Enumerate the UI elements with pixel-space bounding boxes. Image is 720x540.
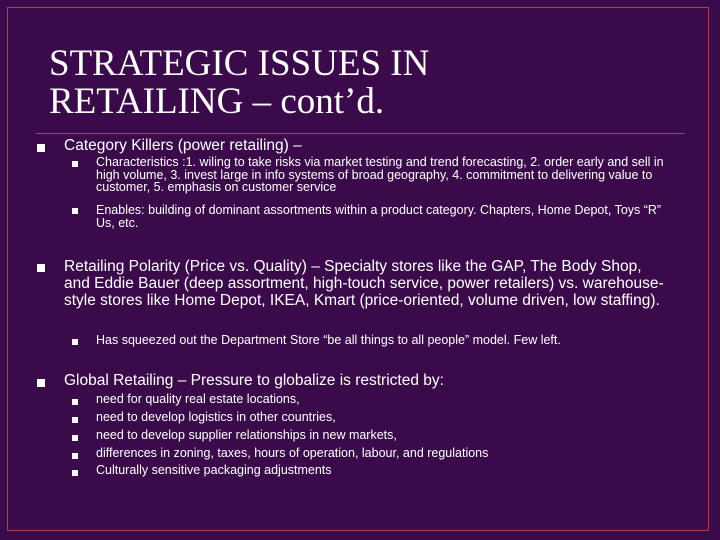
section-retailing-polarity: Retailing Polarity (Price vs. Quality) – Specialty stores like the GAP, The Body Shop, and Eddie Bauer (deep assortment, high-touch service, power retailers) vs. warehouse-style stores like Home Depot, IKEA, Kmart (price-oriented, volume driven, low staffing). [64,258,664,309]
section-global-retailing: Global Retailing – Pressure to globalize is restricted by: [64,372,444,389]
list-item: need for quality real estate locations, [96,392,300,406]
list-item: Characteristics :1. wiling to take risks via market testing and trend forecasting, 2. order early and sell in high volume, 3. invest large in info systems of broad geography, 4. commitment to delivering value to customer, 5. emphasis on customer service [96,155,664,195]
slide-title-line-2: RETAILING – cont’d. [49,81,385,122]
bullet-square-icon [37,379,45,387]
bullet-square-icon [72,208,78,214]
list-item: need to develop supplier relationships in new markets, [96,428,397,442]
list-item: need to develop logistics in other countries, [96,410,336,424]
list-item: Enables: building of dominant assortments within a product category. Chapters, Home Depot, Toys “R” Us, etc. [96,203,662,230]
bullet-square-icon [72,435,78,441]
bullet-square-icon [72,161,78,167]
bullet-square-icon [72,339,78,345]
slide-title-line-1: STRATEGIC ISSUES IN [49,43,430,84]
section-category-killers: Category Killers (power retailing) – [64,137,302,154]
list-item: differences in zoning, taxes, hours of operation, labour, and regulations [96,446,489,460]
bullet-square-icon [72,399,78,405]
bullet-square-icon [37,144,45,152]
slide-title [49,45,429,121]
bullet-square-icon [37,264,45,272]
title-divider [36,133,685,134]
bullet-square-icon [72,417,78,423]
list-item: Has squeezed out the Department Store “be all things to all people” model. Few left. [96,333,561,347]
bullet-square-icon [72,453,78,459]
list-item: Culturally sensitive packaging adjustments [96,463,332,477]
bullet-square-icon [72,470,78,476]
